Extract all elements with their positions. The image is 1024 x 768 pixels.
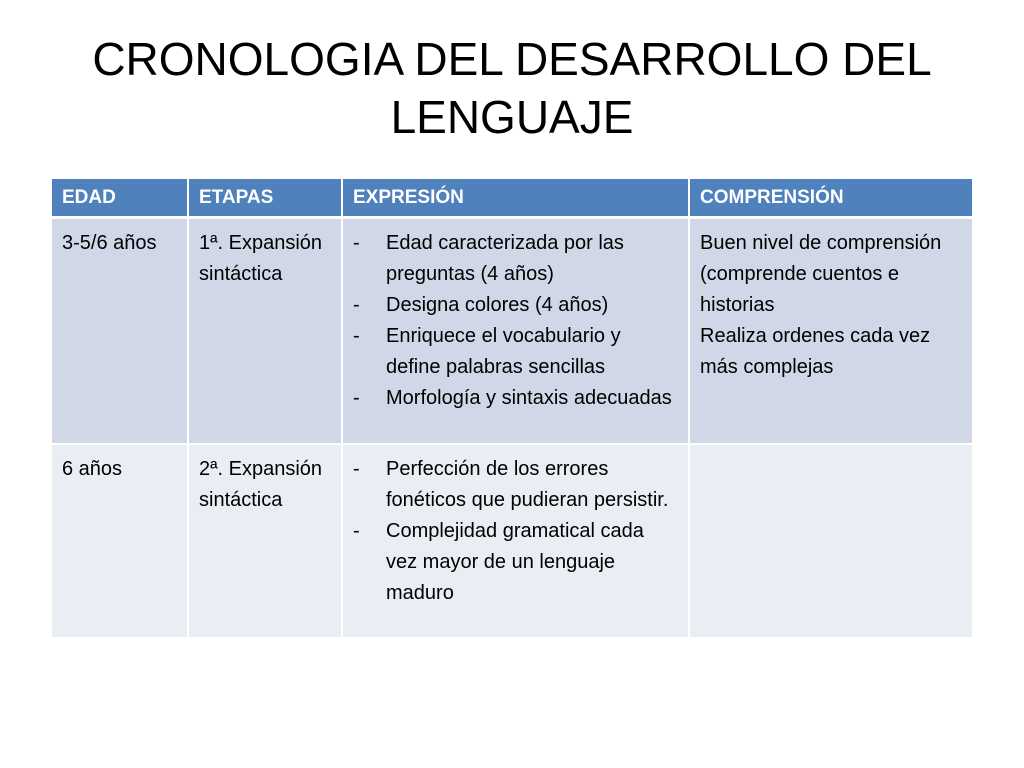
cell-comprension-empty <box>690 445 972 639</box>
table-header-row <box>52 179 972 219</box>
cell-etapa: 2ª. Expansión sintáctica <box>189 445 343 639</box>
slide-title: CRONOLOGIA DEL DESARROLLO DEL LENGUAJE <box>92 33 932 143</box>
header-expresion: EXPRESIÓN <box>343 179 690 219</box>
table-row <box>52 219 972 445</box>
comprension-line: Buen nivel de comprensión (comprende cuentos e historias <box>700 232 942 316</box>
dash-bullet: - <box>353 520 360 542</box>
header-edad: EDAD <box>52 179 189 219</box>
header-comprension: COMPRENSIÓN <box>690 179 972 219</box>
expresion-list <box>353 454 678 609</box>
comprension-line: Realiza ordenes cada vez más complejas <box>700 325 931 378</box>
dash-bullet: - <box>353 294 360 316</box>
list-item: - Enriquece el vocabulario y define palabras sencillas <box>353 321 678 383</box>
list-item: - Morfología y sintaxis adecuadas <box>353 383 678 414</box>
cell-edad: 3-5/6 años <box>52 219 189 445</box>
cell-expresion <box>343 219 690 445</box>
list-item: - Perfección de los errores fonéticos que pudieran persistir. <box>353 454 678 516</box>
cell-expresion <box>343 445 690 639</box>
list-item: - Complejidad gramatical cada vez mayor de un lenguaje maduro <box>353 516 678 609</box>
list-item: - Designa colores (4 años) <box>353 290 678 321</box>
dash-bullet: - <box>353 387 360 409</box>
cell-etapa: 1ª. Expansión sintáctica <box>189 219 343 445</box>
expresion-list <box>353 228 678 414</box>
dash-bullet: - <box>353 458 360 480</box>
dash-bullet: - <box>353 325 360 347</box>
chronology-table <box>52 179 972 639</box>
list-item: - Edad caracterizada por las preguntas (4 años) <box>353 228 678 290</box>
table-container <box>52 179 972 639</box>
dash-bullet: - <box>353 232 360 254</box>
header-etapas: ETAPAS <box>189 179 343 219</box>
cell-edad: 6 años <box>52 445 189 639</box>
table-row <box>52 445 972 639</box>
cell-comprension <box>690 219 972 445</box>
